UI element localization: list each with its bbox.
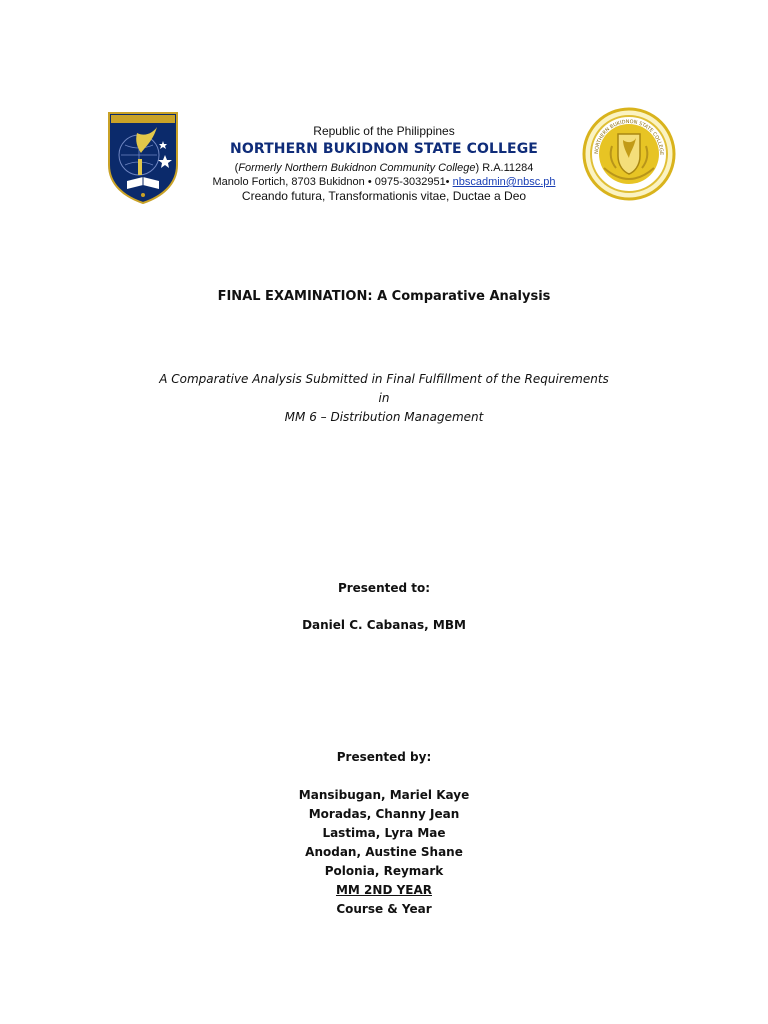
republic-act-number: R.A.11284 xyxy=(479,162,534,174)
member-name: Moradas, Channy Jean xyxy=(308,807,460,821)
member-name: Lastima, Lyra Mae xyxy=(322,826,446,840)
address-text: Manolo Fortich, 8703 Bukidnon • 0975-3032951• xyxy=(212,176,453,188)
email-link[interactable]: nbscadmin@nbsc.ph xyxy=(452,176,556,188)
presented-to-label: Presented to: xyxy=(337,581,431,595)
seal-ring-text: NORTHERN BUKIDNON STATE COLLEGE xyxy=(593,118,665,156)
subtitle-line-3: MM 6 – Distribution Management xyxy=(284,410,484,424)
formerly-open-paren: ( xyxy=(234,162,239,174)
college-seal-logo xyxy=(582,106,676,203)
letterhead xyxy=(180,124,588,204)
subtitle xyxy=(0,370,768,427)
formerly-line xyxy=(180,160,588,176)
republic-text: Republic of the Philippines xyxy=(313,124,455,138)
document-title: FINAL EXAMINATION: A Comparative Analysis xyxy=(217,289,551,304)
formerly-name: Formerly Northern Bukidnon Community College xyxy=(238,162,476,174)
subtitle-line-2: in xyxy=(378,391,390,405)
course-year-value: MM 2ND YEAR xyxy=(335,883,432,897)
course-year-label: Course & Year xyxy=(336,902,432,916)
presented-by-label: Presented by: xyxy=(336,750,432,764)
member-name: Mansibugan, Mariel Kaye xyxy=(298,788,470,802)
college-shield-logo xyxy=(107,111,179,205)
subtitle-line-1: A Comparative Analysis Submitted in Final Fulfillment of the Requirements xyxy=(159,372,609,386)
member-list xyxy=(0,786,768,919)
professor-name: Daniel C. Cabanas, MBM xyxy=(302,618,466,632)
member-name: Anodan, Austine Shane xyxy=(305,845,463,859)
college-name: NORTHERN BUKIDNON STATE COLLEGE xyxy=(230,141,538,157)
formerly-close-paren: ) xyxy=(475,162,480,174)
college-motto: Creando futura, Transformationis vitae, Ductae a Deo xyxy=(241,189,527,203)
member-name: Polonia, Reymark xyxy=(324,864,444,878)
address-line xyxy=(180,176,588,189)
